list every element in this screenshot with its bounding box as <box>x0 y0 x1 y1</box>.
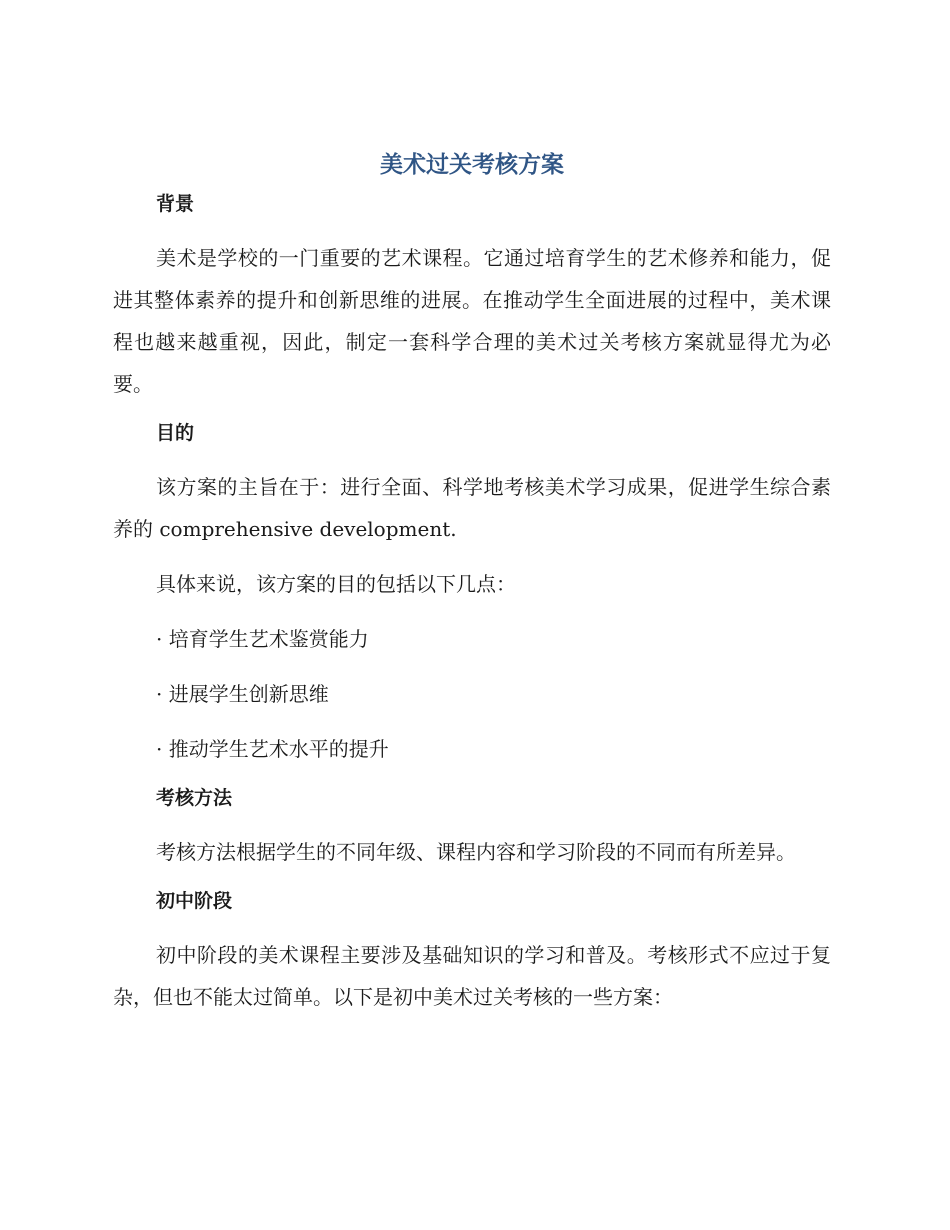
document-page <box>113 148 831 1018</box>
section-heading-method: 考核方法 <box>156 787 233 809</box>
bullet-item: · 推动学生艺术水平的提升 <box>156 737 389 761</box>
paragraph-purpose-2: 具体来说，该方案的目的包括以下几点： <box>156 572 516 596</box>
section-heading-purpose: 目的 <box>156 422 195 444</box>
section-heading-junior: 初中阶段 <box>156 890 233 912</box>
paragraph-purpose-1: 该方案的主旨在于：进行全面、科学地考核美术学习成果，促进学生综合素养的 comprehensive development. <box>113 475 831 541</box>
section-heading-background: 背景 <box>156 193 195 215</box>
bullet-item: · 培育学生艺术鉴赏能力 <box>156 627 369 651</box>
document-title: 美术过关考核方案 <box>380 152 564 178</box>
paragraph-method: 考核方法根据学生的不同年级、课程内容和学习阶段的不同而有所差异。 <box>156 840 796 864</box>
paragraph-background: 美术是学校的一门重要的艺术课程。它通过培育学生的艺术修养和能力，促进其整体素养的提升和创新思维的进展。在推动学生全面进展的过程中，美术课程也越来越重视，因此，制定一套科学合理的美术过关考核方案就显得尤为必要。 <box>113 246 831 396</box>
paragraph-junior: 初中阶段的美术课程主要涉及基础知识的学习和普及。考核形式不应过于复杂，但也不能太过简单。以下是初中美术过关考核的一些方案： <box>113 943 831 1009</box>
bullet-item: · 进展学生创新思维 <box>156 682 329 706</box>
